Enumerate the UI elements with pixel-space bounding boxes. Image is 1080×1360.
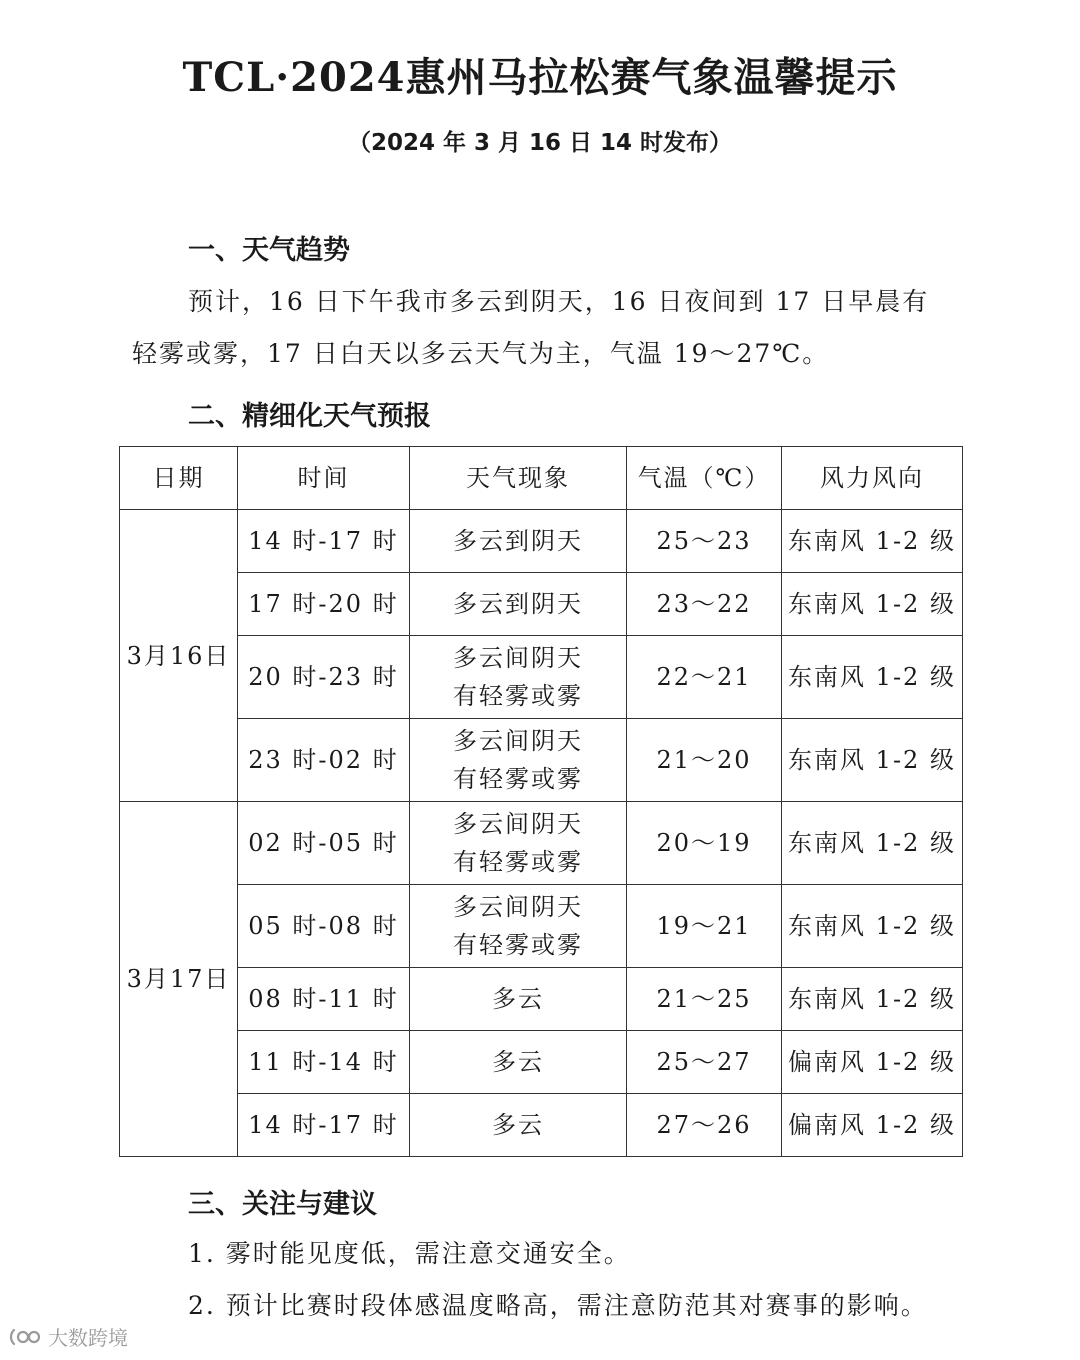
wind-cell: 东南风 1-2 级	[782, 510, 963, 573]
publish-time: （2024 年 3 月 16 日 14 时发布）	[347, 130, 733, 156]
weather-line: 多云	[492, 1048, 544, 1076]
header-temperature: 气温（℃）	[627, 447, 782, 510]
date-cell-mar16: 3月16日	[120, 510, 238, 802]
temp-cell: 21～20	[627, 719, 782, 802]
temp-cell: 25～27	[627, 1031, 782, 1094]
weather-cell	[410, 719, 627, 802]
wind-cell: 东南风 1-2 级	[782, 719, 963, 802]
section-heading-forecast: 二、精细化天气预报	[188, 401, 431, 432]
header-wind: 风力风向	[782, 447, 963, 510]
time-cell: 14 时-17 时	[238, 510, 410, 573]
section-heading-weather-trend: 一、天气趋势	[188, 235, 350, 266]
weather-line: 多云间阴天	[453, 727, 583, 755]
weather-line: 多云间阴天	[453, 893, 583, 921]
weather-trend-text-line1: 预计，16 日下午我市多云到阴天，16 日夜间到 17 日早晨有	[188, 287, 930, 316]
weather-line: 有轻雾或雾	[453, 931, 583, 959]
watermark	[8, 1322, 128, 1351]
table-row	[120, 885, 963, 968]
weather-line: 多云间阴天	[453, 810, 583, 838]
temp-cell: 22～21	[627, 636, 782, 719]
time-cell: 20 时-23 时	[238, 636, 410, 719]
weather-line: 多云到阴天	[453, 590, 583, 618]
temp-cell: 23～22	[627, 573, 782, 636]
table-row	[120, 968, 963, 1031]
weather-line: 多云间阴天	[453, 644, 583, 672]
weather-cell	[410, 573, 627, 636]
time-cell: 08 时-11 时	[238, 968, 410, 1031]
weather-cell	[410, 802, 627, 885]
table-row	[120, 719, 963, 802]
date-cell-mar17: 3月17日	[120, 802, 238, 1157]
weather-cell	[410, 636, 627, 719]
section-heading-advice: 三、关注与建议	[188, 1189, 377, 1220]
time-cell: 05 时-08 时	[238, 885, 410, 968]
temp-cell: 20～19	[627, 802, 782, 885]
wind-cell: 偏南风 1-2 级	[782, 1094, 963, 1157]
weather-cell	[410, 968, 627, 1031]
forecast-table	[119, 446, 963, 1157]
weather-line: 有轻雾或雾	[453, 682, 583, 710]
temp-cell: 21～25	[627, 968, 782, 1031]
table-row	[120, 802, 963, 885]
weather-line: 多云到阴天	[453, 527, 583, 555]
weather-line: 多云	[492, 1111, 544, 1139]
wind-cell: 东南风 1-2 级	[782, 885, 963, 968]
wind-cell: 东南风 1-2 级	[782, 802, 963, 885]
weather-trend-text-line2: 轻雾或雾，17 日白天以多云天气为主，气温 19～27℃。	[132, 339, 830, 368]
time-cell: 23 时-02 时	[238, 719, 410, 802]
weather-line: 有轻雾或雾	[453, 765, 583, 793]
advice-item-2: 2. 预计比赛时段体感温度略高，需注意防范其对赛事的影响。	[188, 1291, 928, 1320]
table-row	[120, 1031, 963, 1094]
weather-cell	[410, 1031, 627, 1094]
time-cell: 02 时-05 时	[238, 802, 410, 885]
watermark-text: 大数跨境	[48, 1326, 128, 1350]
table-row	[120, 636, 963, 719]
header-time: 时间	[238, 447, 410, 510]
wind-cell: 东南风 1-2 级	[782, 968, 963, 1031]
temp-cell: 25～23	[627, 510, 782, 573]
table-row	[120, 573, 963, 636]
table-row	[120, 510, 963, 573]
header-date: 日期	[120, 447, 238, 510]
wind-cell: 东南风 1-2 级	[782, 573, 963, 636]
weather-line: 有轻雾或雾	[453, 848, 583, 876]
wind-cell: 东南风 1-2 级	[782, 636, 963, 719]
weather-cell	[410, 1094, 627, 1157]
weather-line: 多云	[492, 985, 544, 1013]
advice-item-1: 1. 雾时能见度低，需注意交通安全。	[188, 1239, 631, 1268]
header-weather: 天气现象	[410, 447, 627, 510]
wind-cell: 偏南风 1-2 级	[782, 1031, 963, 1094]
weather-cell	[410, 510, 627, 573]
time-cell: 17 时-20 时	[238, 573, 410, 636]
watermark-logo-icon	[8, 1326, 42, 1348]
table-row	[120, 1094, 963, 1157]
temp-cell: 19～21	[627, 885, 782, 968]
table-header-row	[120, 447, 963, 510]
time-cell: 14 时-17 时	[238, 1094, 410, 1157]
weather-cell	[410, 885, 627, 968]
time-cell: 11 时-14 时	[238, 1031, 410, 1094]
temp-cell: 27～26	[627, 1094, 782, 1157]
document-title: TCL·2024惠州马拉松赛气象温馨提示	[182, 54, 898, 101]
